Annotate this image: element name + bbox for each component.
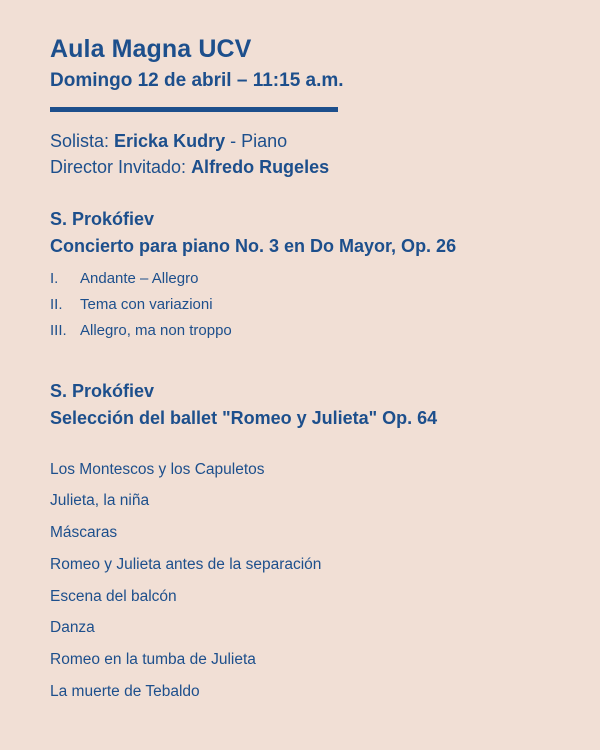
- credit-soloist-name: Ericka Kudry: [114, 131, 226, 151]
- program-entry-ballet: [50, 378, 550, 708]
- credit-soloist-role: Solista:: [50, 131, 115, 151]
- movement-number: II.: [50, 295, 63, 313]
- movement-title: Allegro, ma non troppo: [80, 321, 232, 339]
- list-item: [50, 292, 550, 318]
- divider-rule: [50, 107, 338, 112]
- list-item: [50, 318, 550, 344]
- list-item: Romeo y Julieta antes de la separación: [50, 555, 322, 573]
- credit-conductor: [50, 154, 550, 180]
- movement-number: III.: [50, 321, 67, 339]
- list-item: Romeo en la tumba de Julieta: [50, 651, 256, 669]
- list-item: Danza: [50, 619, 95, 637]
- list-item: La muerte de Tebaldo: [50, 682, 200, 700]
- piece-list: [50, 454, 550, 708]
- program-entry-concerto: [50, 206, 550, 343]
- credit-soloist: [50, 128, 550, 154]
- list-item: Máscaras: [50, 524, 118, 542]
- event-datetime: Domingo 12 de abril – 11:15 a.m.: [50, 70, 344, 92]
- list-item: Los Montescos y los Capuletos: [50, 460, 265, 478]
- work-title-2: Selección del ballet "Romeo y Julieta" Op. 64: [50, 407, 438, 428]
- list-item: Escena del balcón: [50, 587, 177, 605]
- work-title-1: Concierto para piano No. 3 en Do Mayor, Op. 26: [50, 236, 457, 257]
- venue-title: Aula Magna UCV: [50, 35, 252, 63]
- movement-list: [50, 266, 550, 343]
- list-item: [50, 266, 550, 292]
- composer-name-1: S. Prokófiev: [50, 209, 155, 230]
- credit-soloist-instrument: - Piano: [225, 131, 288, 151]
- composer-name-2: S. Prokófiev: [50, 380, 155, 401]
- movement-title: Andante – Allegro: [80, 270, 199, 288]
- list-item: Julieta, la niña: [50, 492, 150, 510]
- credit-conductor-name: Alfredo Rugeles: [191, 157, 330, 178]
- credit-conductor-role: Director Invitado:: [50, 157, 192, 178]
- movement-title: Tema con variazioni: [80, 295, 213, 313]
- movement-number: I.: [50, 270, 59, 288]
